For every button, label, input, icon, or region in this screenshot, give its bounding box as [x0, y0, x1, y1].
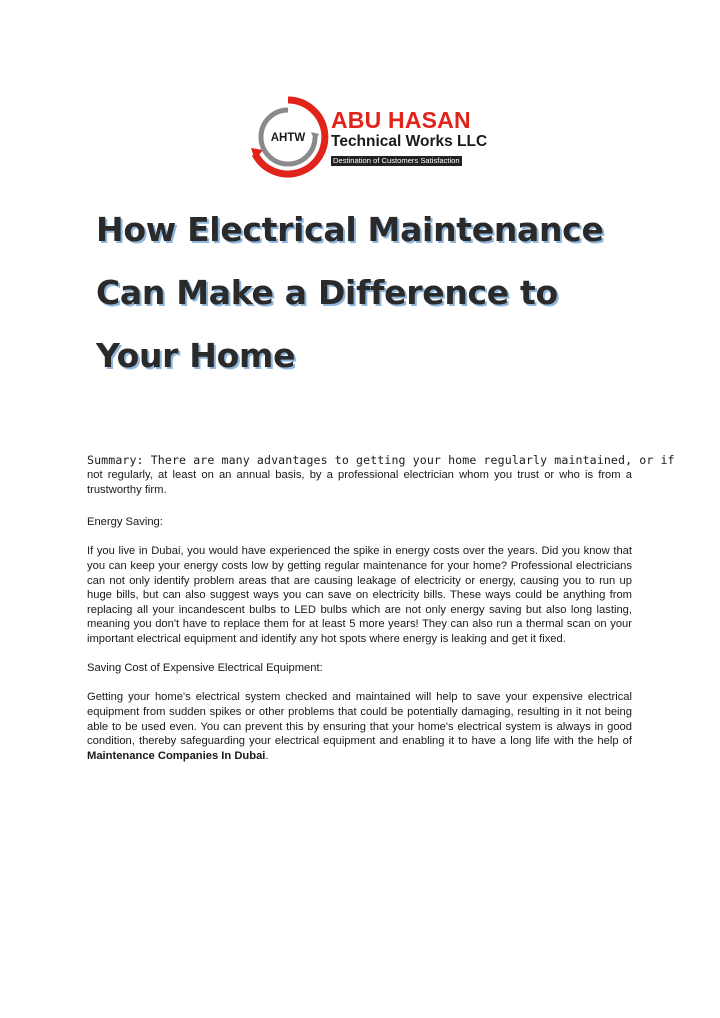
title-line-3: Your Home — [96, 336, 296, 375]
logo-company-name: ABU HASAN — [331, 107, 471, 133]
cost-paragraph — [87, 690, 632, 763]
logo-emblem-icon — [247, 96, 329, 178]
energy-heading: Energy Saving: — [87, 516, 163, 529]
cost-body: Getting your home's electrical system checked and maintained will help to save your expensive electrical equipment from sudden spikes or other problems that could be potentially damaging, resulting in it not being able to be used even. You can prevent this by ensuring that your home's electrical system is always in good condition, thereby safeguarding your electrical equipment and enabling it to have a long life with the help of — [87, 691, 632, 748]
energy-paragraph: If you live in Dubai, you would have experienced the spike in energy costs over the years. Did you know that you can keep your energy costs low by getting regular maintenance for your home? Professional electricians can not only identify problem areas that are causing leakage of electricity or energy, causing you to run up huge bills, but can also suggest ways you can save on electricity bills. These ways could be anything from replacing all your incandescent bulbs to LED bulbs which are not only energy saving but also long lasting, meaning you don't have to replace them for at least 5 more years! They can also run a thermal scan on your important electrical equipment and identify any hot spots where energy is leaking and get it fixed. — [87, 545, 632, 645]
company-logo — [247, 96, 488, 178]
cost-heading: Saving Cost of Expensive Electrical Equipment: — [87, 662, 323, 675]
logo-badge: AHTW — [270, 132, 306, 144]
page-title — [96, 198, 656, 387]
cost-period: . — [265, 749, 269, 762]
summary-paragraph — [87, 452, 675, 497]
title-line-2: Can Make a Difference to — [96, 273, 558, 312]
maintenance-companies-link[interactable]: Maintenance Companies In Dubai — [87, 749, 266, 762]
logo-text — [331, 107, 488, 168]
logo-tagline: Destination of Customers Satisfaction — [333, 156, 460, 165]
article-body — [87, 452, 675, 763]
summary-lead: Summary: There are many advantages to getting your home regularly maintained, or if — [87, 453, 675, 467]
summary-rest: not regularly, at least on an annual basis, by a professional electrician whom you trust or who is from a trustworthy firm. — [87, 469, 632, 496]
title-line-1: How Electrical Maintenance — [96, 210, 604, 249]
logo-company-subname: Technical Works LLC — [331, 133, 488, 150]
